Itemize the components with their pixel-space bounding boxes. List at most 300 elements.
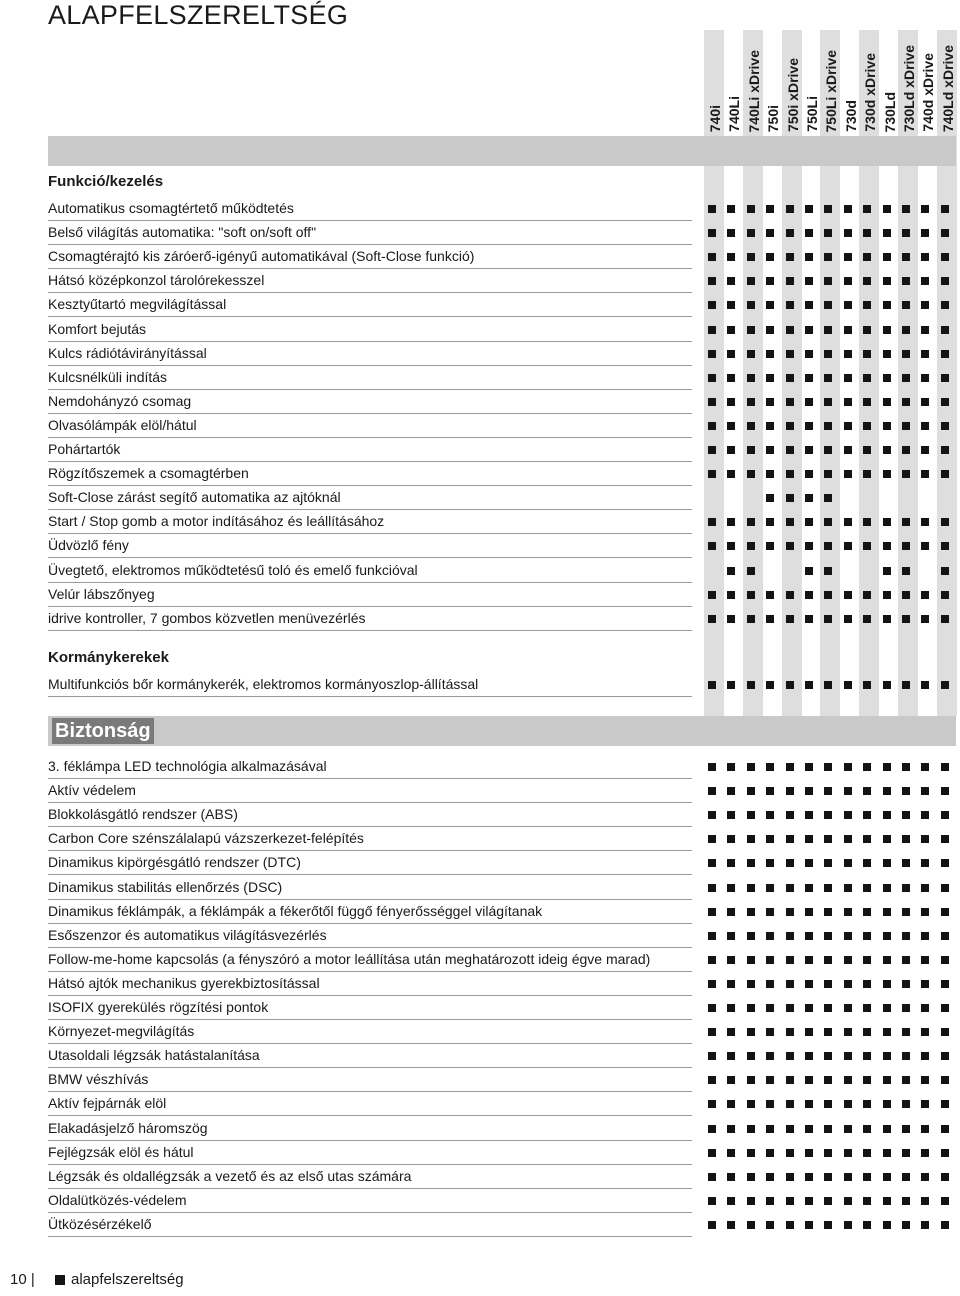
standard-equipment-marker bbox=[883, 591, 891, 599]
standard-equipment-marker bbox=[844, 1076, 852, 1084]
standard-equipment-marker bbox=[786, 591, 794, 599]
standard-equipment-marker bbox=[941, 446, 949, 454]
standard-equipment-marker bbox=[708, 859, 716, 867]
feature-row bbox=[48, 947, 692, 972]
standard-equipment-marker bbox=[844, 884, 852, 892]
standard-equipment-marker bbox=[747, 811, 755, 819]
standard-equipment-marker bbox=[747, 787, 755, 795]
standard-equipment-marker bbox=[708, 205, 716, 213]
standard-equipment-marker bbox=[941, 787, 949, 795]
standard-equipment-marker bbox=[805, 884, 813, 892]
standard-equipment-marker bbox=[766, 1125, 774, 1133]
feature-label: Üdvözlő fény bbox=[48, 537, 129, 554]
model-header bbox=[724, 30, 744, 132]
standard-equipment-marker bbox=[747, 518, 755, 526]
standard-equipment-marker bbox=[805, 763, 813, 771]
standard-equipment-marker bbox=[824, 374, 832, 382]
standard-equipment-marker bbox=[766, 253, 774, 261]
standard-equipment-marker bbox=[921, 811, 929, 819]
standard-equipment-marker bbox=[766, 1221, 774, 1229]
standard-equipment-marker bbox=[824, 542, 832, 550]
header-band bbox=[48, 136, 956, 166]
feature-row bbox=[48, 754, 692, 779]
feature-label: Rögzítőszemek a csomagtérben bbox=[48, 465, 249, 482]
standard-equipment-marker bbox=[941, 470, 949, 478]
standard-equipment-marker bbox=[883, 956, 891, 964]
standard-equipment-marker bbox=[766, 1149, 774, 1157]
standard-equipment-marker bbox=[805, 1076, 813, 1084]
standard-equipment-marker bbox=[941, 301, 949, 309]
standard-equipment-marker bbox=[824, 615, 832, 623]
standard-equipment-marker bbox=[747, 301, 755, 309]
standard-equipment-marker bbox=[863, 229, 871, 237]
feature-label: Dinamikus féklámpák, a féklámpák a fékerőtől függő fényerősséggel világítanak bbox=[48, 902, 543, 919]
standard-equipment-marker bbox=[844, 229, 852, 237]
standard-equipment-marker bbox=[766, 681, 774, 689]
standard-equipment-marker bbox=[766, 518, 774, 526]
standard-equipment-marker bbox=[863, 615, 871, 623]
standard-equipment-marker bbox=[863, 908, 871, 916]
model-header bbox=[821, 30, 841, 132]
standard-equipment-marker bbox=[941, 1197, 949, 1205]
feature-label: Automatikus csomagtértető működtetés bbox=[48, 200, 294, 216]
standard-equipment-marker bbox=[844, 277, 852, 285]
standard-equipment-marker bbox=[708, 446, 716, 454]
feature-label: Kulcs rádiótávirányítással bbox=[48, 344, 207, 361]
feature-label: Aktív védelem bbox=[48, 782, 136, 799]
standard-equipment-marker bbox=[824, 932, 832, 940]
standard-equipment-marker bbox=[766, 787, 774, 795]
standard-equipment-marker bbox=[844, 398, 852, 406]
model-header bbox=[802, 30, 822, 132]
standard-equipment-marker bbox=[844, 615, 852, 623]
standard-equipment-marker bbox=[766, 591, 774, 599]
standard-equipment-marker bbox=[786, 615, 794, 623]
feature-row bbox=[48, 437, 692, 462]
feature-row bbox=[48, 365, 692, 390]
standard-equipment-marker bbox=[805, 229, 813, 237]
standard-equipment-marker bbox=[786, 398, 794, 406]
feature-label: Fejlégzsák elöl és hátul bbox=[48, 1143, 194, 1160]
feature-label: Dinamikus kipörgésgátló rendszer (DTC) bbox=[48, 854, 301, 871]
feature-row bbox=[48, 533, 692, 558]
standard-equipment-marker bbox=[766, 422, 774, 430]
standard-equipment-marker bbox=[883, 1100, 891, 1108]
feature-row bbox=[48, 341, 692, 366]
standard-equipment-marker bbox=[883, 1221, 891, 1229]
standard-equipment-marker bbox=[883, 422, 891, 430]
standard-equipment-marker bbox=[902, 908, 910, 916]
standard-equipment-marker bbox=[844, 811, 852, 819]
standard-equipment-marker bbox=[844, 470, 852, 478]
standard-equipment-marker bbox=[941, 229, 949, 237]
standard-equipment-marker bbox=[786, 908, 794, 916]
standard-equipment-marker bbox=[863, 1100, 871, 1108]
standard-equipment-marker bbox=[863, 422, 871, 430]
standard-equipment-marker bbox=[902, 398, 910, 406]
standard-equipment-marker bbox=[941, 1125, 949, 1133]
standard-equipment-marker bbox=[708, 1173, 716, 1181]
standard-equipment-marker bbox=[883, 1004, 891, 1012]
standard-equipment-marker bbox=[921, 350, 929, 358]
feature-row bbox=[48, 1116, 692, 1141]
feature-label: Pohártartók bbox=[48, 441, 121, 457]
standard-equipment-marker bbox=[727, 446, 735, 454]
feature-row bbox=[48, 292, 692, 317]
standard-equipment-marker bbox=[766, 1100, 774, 1108]
standard-equipment-marker bbox=[863, 1173, 871, 1181]
standard-equipment-marker bbox=[941, 956, 949, 964]
standard-equipment-marker bbox=[727, 932, 735, 940]
standard-equipment-marker bbox=[921, 763, 929, 771]
standard-equipment-marker bbox=[727, 908, 735, 916]
standard-equipment-marker bbox=[824, 908, 832, 916]
standard-equipment-marker bbox=[921, 326, 929, 334]
standard-equipment-marker bbox=[941, 277, 949, 285]
standard-equipment-marker bbox=[824, 1173, 832, 1181]
feature-row bbox=[48, 923, 692, 948]
standard-equipment-marker bbox=[747, 398, 755, 406]
model-header-label: 750i xDrive bbox=[784, 58, 801, 132]
standard-equipment-marker bbox=[786, 1125, 794, 1133]
standard-equipment-marker bbox=[747, 859, 755, 867]
standard-equipment-marker bbox=[941, 326, 949, 334]
standard-equipment-marker bbox=[921, 1125, 929, 1133]
standard-equipment-marker bbox=[708, 422, 716, 430]
standard-equipment-marker bbox=[941, 1149, 949, 1157]
standard-equipment-marker bbox=[708, 1125, 716, 1133]
standard-equipment-marker bbox=[727, 884, 735, 892]
standard-equipment-marker bbox=[824, 518, 832, 526]
standard-equipment-marker bbox=[902, 229, 910, 237]
standard-equipment-marker bbox=[883, 884, 891, 892]
feature-row bbox=[48, 244, 692, 269]
standard-equipment-marker bbox=[805, 1004, 813, 1012]
standard-equipment-marker bbox=[863, 1149, 871, 1157]
standard-equipment-marker bbox=[902, 835, 910, 843]
standard-equipment-marker bbox=[708, 908, 716, 916]
standard-equipment-marker bbox=[786, 1076, 794, 1084]
standard-equipment-marker bbox=[766, 1173, 774, 1181]
standard-equipment-marker bbox=[824, 446, 832, 454]
feature-label: Soft-Close zárást segítő automatika az ajtóknál bbox=[48, 489, 341, 506]
standard-equipment-marker bbox=[708, 787, 716, 795]
standard-equipment-marker bbox=[766, 908, 774, 916]
standard-equipment-marker bbox=[747, 446, 755, 454]
standard-equipment-marker bbox=[844, 1004, 852, 1012]
model-header-label: 740Ld xDrive bbox=[939, 44, 956, 132]
standard-equipment-marker bbox=[766, 835, 774, 843]
standard-equipment-marker bbox=[786, 1028, 794, 1036]
standard-equipment-marker bbox=[844, 591, 852, 599]
standard-equipment-marker bbox=[921, 1173, 929, 1181]
standard-equipment-marker bbox=[883, 374, 891, 382]
standard-equipment-marker bbox=[747, 542, 755, 550]
standard-equipment-marker bbox=[727, 1149, 735, 1157]
feature-row bbox=[48, 875, 692, 900]
standard-equipment-marker bbox=[824, 591, 832, 599]
standard-equipment-marker bbox=[805, 1173, 813, 1181]
standard-equipment-marker bbox=[883, 811, 891, 819]
standard-equipment-marker bbox=[786, 859, 794, 867]
standard-equipment-marker bbox=[883, 1076, 891, 1084]
standard-equipment-marker bbox=[883, 980, 891, 988]
standard-equipment-marker bbox=[766, 859, 774, 867]
standard-equipment-marker bbox=[941, 1052, 949, 1060]
standard-equipment-marker bbox=[747, 835, 755, 843]
standard-equipment-marker bbox=[844, 253, 852, 261]
standard-equipment-marker bbox=[902, 205, 910, 213]
standard-equipment-marker bbox=[727, 350, 735, 358]
standard-equipment-marker bbox=[786, 681, 794, 689]
standard-equipment-marker bbox=[883, 932, 891, 940]
standard-equipment-marker bbox=[727, 1197, 735, 1205]
page-number: 10 | bbox=[10, 1271, 35, 1288]
standard-equipment-marker bbox=[863, 301, 871, 309]
section-heading: Kormánykerekek bbox=[48, 649, 169, 666]
standard-equipment-marker bbox=[766, 811, 774, 819]
standard-equipment-marker bbox=[786, 1149, 794, 1157]
standard-equipment-marker bbox=[921, 470, 929, 478]
standard-equipment-marker bbox=[747, 1004, 755, 1012]
standard-equipment-marker bbox=[863, 980, 871, 988]
standard-equipment-marker bbox=[863, 1052, 871, 1060]
standard-equipment-marker bbox=[805, 1149, 813, 1157]
feature-label: Belső világítás automatika: "soft on/soft off" bbox=[48, 224, 317, 241]
standard-equipment-marker bbox=[805, 446, 813, 454]
standard-equipment-marker bbox=[863, 1221, 871, 1229]
standard-equipment-marker bbox=[921, 1052, 929, 1060]
standard-equipment-marker bbox=[902, 591, 910, 599]
standard-equipment-marker bbox=[902, 1100, 910, 1108]
standard-equipment-marker bbox=[708, 1028, 716, 1036]
standard-equipment-marker bbox=[883, 277, 891, 285]
standard-equipment-marker bbox=[824, 1197, 832, 1205]
feature-label: Ütközésérzékelő bbox=[48, 1215, 152, 1232]
standard-equipment-marker bbox=[902, 470, 910, 478]
standard-equipment-marker bbox=[921, 591, 929, 599]
standard-equipment-marker bbox=[708, 518, 716, 526]
standard-equipment-marker bbox=[863, 326, 871, 334]
standard-equipment-marker bbox=[727, 681, 735, 689]
feature-row bbox=[48, 1091, 692, 1116]
standard-equipment-marker bbox=[902, 350, 910, 358]
standard-equipment-marker bbox=[844, 763, 852, 771]
standard-equipment-marker bbox=[805, 1125, 813, 1133]
standard-equipment-marker bbox=[708, 350, 716, 358]
standard-equipment-marker bbox=[941, 1100, 949, 1108]
standard-equipment-marker bbox=[941, 518, 949, 526]
feature-label: Hátsó középkonzol tárolórekesszel bbox=[48, 272, 265, 289]
standard-equipment-marker bbox=[727, 1221, 735, 1229]
model-header bbox=[938, 30, 958, 132]
standard-equipment-marker bbox=[708, 1100, 716, 1108]
standard-equipment-marker bbox=[941, 374, 949, 382]
standard-equipment-marker bbox=[786, 374, 794, 382]
standard-equipment-marker bbox=[805, 350, 813, 358]
standard-equipment-marker bbox=[824, 1149, 832, 1157]
standard-equipment-marker bbox=[708, 884, 716, 892]
feature-row bbox=[48, 1140, 692, 1165]
standard-equipment-marker bbox=[902, 567, 910, 575]
standard-equipment-marker bbox=[805, 494, 813, 502]
standard-equipment-marker bbox=[824, 1052, 832, 1060]
standard-equipment-marker bbox=[727, 1028, 735, 1036]
standard-equipment-marker bbox=[708, 470, 716, 478]
standard-equipment-marker bbox=[824, 1100, 832, 1108]
standard-equipment-marker bbox=[766, 277, 774, 285]
standard-equipment-marker bbox=[902, 1149, 910, 1157]
standard-equipment-marker bbox=[863, 470, 871, 478]
standard-equipment-marker bbox=[844, 301, 852, 309]
standard-equipment-marker bbox=[844, 350, 852, 358]
feature-row bbox=[48, 196, 692, 221]
standard-equipment-marker bbox=[844, 374, 852, 382]
section-band bbox=[48, 716, 956, 746]
standard-equipment-marker bbox=[941, 591, 949, 599]
standard-equipment-marker bbox=[844, 980, 852, 988]
standard-equipment-marker bbox=[708, 301, 716, 309]
standard-equipment-marker bbox=[805, 1197, 813, 1205]
standard-equipment-marker bbox=[883, 681, 891, 689]
standard-equipment-marker bbox=[844, 787, 852, 795]
standard-equipment-marker bbox=[824, 350, 832, 358]
model-header bbox=[880, 30, 900, 132]
standard-equipment-marker bbox=[883, 229, 891, 237]
standard-equipment-marker bbox=[766, 884, 774, 892]
standard-equipment-marker bbox=[844, 1221, 852, 1229]
feature-row bbox=[48, 485, 692, 510]
standard-equipment-marker bbox=[824, 494, 832, 502]
standard-equipment-marker bbox=[921, 615, 929, 623]
feature-label: Multifunkciós bőr kormánykerék, elektromos kormányoszlop-állítással bbox=[48, 676, 479, 692]
standard-equipment-marker bbox=[921, 542, 929, 550]
feature-label: Oldalütközés-védelem bbox=[48, 1191, 187, 1208]
standard-equipment-marker bbox=[766, 1076, 774, 1084]
standard-equipment-marker bbox=[941, 884, 949, 892]
feature-label: Velúr lábszőnyeg bbox=[48, 585, 155, 602]
standard-equipment-marker bbox=[747, 1076, 755, 1084]
standard-equipment-marker bbox=[805, 253, 813, 261]
feature-row bbox=[48, 778, 692, 803]
standard-equipment-marker bbox=[786, 1052, 794, 1060]
model-header bbox=[744, 30, 764, 132]
standard-equipment-marker bbox=[727, 980, 735, 988]
feature-row bbox=[48, 606, 692, 631]
standard-equipment-marker bbox=[902, 1076, 910, 1084]
standard-equipment-marker bbox=[863, 835, 871, 843]
feature-row bbox=[48, 1164, 692, 1189]
standard-equipment-marker bbox=[902, 422, 910, 430]
standard-equipment-marker bbox=[844, 1100, 852, 1108]
feature-label: Blokkolásgátló rendszer (ABS) bbox=[48, 806, 238, 823]
feature-label: Utasoldali légzsák hatástalanítása bbox=[48, 1047, 260, 1064]
standard-equipment-marker bbox=[941, 422, 949, 430]
standard-equipment-marker bbox=[766, 763, 774, 771]
standard-equipment-marker bbox=[805, 835, 813, 843]
standard-equipment-marker bbox=[766, 350, 774, 358]
feature-row bbox=[48, 802, 692, 827]
feature-label: Elakadásjelző háromszög bbox=[48, 1119, 208, 1136]
standard-equipment-marker bbox=[747, 422, 755, 430]
standard-equipment-marker bbox=[747, 980, 755, 988]
standard-equipment-marker bbox=[766, 1004, 774, 1012]
feature-label: BMW vészhívás bbox=[48, 1071, 149, 1088]
standard-equipment-marker bbox=[941, 1076, 949, 1084]
standard-equipment-marker bbox=[883, 301, 891, 309]
standard-equipment-marker bbox=[824, 422, 832, 430]
standard-equipment-marker bbox=[941, 205, 949, 213]
standard-equipment-marker bbox=[902, 518, 910, 526]
standard-equipment-marker bbox=[786, 811, 794, 819]
model-header bbox=[860, 30, 880, 132]
standard-equipment-marker bbox=[941, 1004, 949, 1012]
feature-label: Kulcsnélküli indítás bbox=[48, 368, 168, 385]
standard-equipment-marker bbox=[883, 763, 891, 771]
model-header bbox=[705, 30, 725, 132]
standard-equipment-marker bbox=[747, 470, 755, 478]
standard-equipment-marker bbox=[727, 422, 735, 430]
standard-equipment-marker bbox=[941, 681, 949, 689]
standard-equipment-marker bbox=[863, 1197, 871, 1205]
standard-equipment-marker bbox=[941, 908, 949, 916]
feature-label: Komfort bejutás bbox=[48, 320, 147, 337]
standard-equipment-marker bbox=[805, 422, 813, 430]
standard-equipment-marker bbox=[708, 1221, 716, 1229]
standard-equipment-marker bbox=[805, 1028, 813, 1036]
feature-label: Follow-me-home kapcsolás (a fényszóró a motor leállítása után meghatározott ideig égve marad) bbox=[48, 950, 651, 967]
standard-equipment-marker bbox=[863, 956, 871, 964]
feature-row bbox=[48, 582, 692, 607]
standard-equipment-marker bbox=[727, 787, 735, 795]
standard-equipment-marker bbox=[766, 932, 774, 940]
standard-equipment-marker bbox=[824, 253, 832, 261]
standard-equipment-marker bbox=[786, 470, 794, 478]
standard-equipment-marker bbox=[727, 956, 735, 964]
standard-equipment-marker bbox=[766, 980, 774, 988]
standard-equipment-marker bbox=[786, 350, 794, 358]
standard-equipment-marker bbox=[921, 518, 929, 526]
standard-equipment-marker bbox=[902, 884, 910, 892]
feature-label: ISOFIX gyerekülés rögzítési pontok bbox=[48, 999, 269, 1015]
standard-equipment-marker bbox=[708, 542, 716, 550]
standard-equipment-marker bbox=[747, 1221, 755, 1229]
standard-equipment-marker bbox=[921, 681, 929, 689]
standard-equipment-marker bbox=[863, 1028, 871, 1036]
model-header-label: 750i bbox=[765, 104, 782, 132]
standard-equipment-marker bbox=[708, 326, 716, 334]
standard-equipment-marker bbox=[902, 1221, 910, 1229]
standard-equipment-marker bbox=[805, 374, 813, 382]
standard-equipment-marker bbox=[902, 1028, 910, 1036]
standard-equipment-marker bbox=[747, 763, 755, 771]
standard-equipment-marker bbox=[902, 1052, 910, 1060]
standard-equipment-marker bbox=[805, 205, 813, 213]
standard-equipment-marker bbox=[786, 956, 794, 964]
standard-equipment-marker bbox=[766, 205, 774, 213]
standard-equipment-marker bbox=[727, 229, 735, 237]
standard-equipment-marker bbox=[805, 1052, 813, 1060]
standard-equipment-marker bbox=[883, 1173, 891, 1181]
standard-equipment-marker bbox=[747, 591, 755, 599]
feature-row bbox=[48, 826, 692, 851]
standard-equipment-marker bbox=[805, 932, 813, 940]
standard-equipment-marker bbox=[902, 811, 910, 819]
standard-equipment-marker bbox=[883, 615, 891, 623]
standard-equipment-marker bbox=[786, 205, 794, 213]
standard-equipment-marker bbox=[844, 1028, 852, 1036]
standard-equipment-marker bbox=[921, 835, 929, 843]
